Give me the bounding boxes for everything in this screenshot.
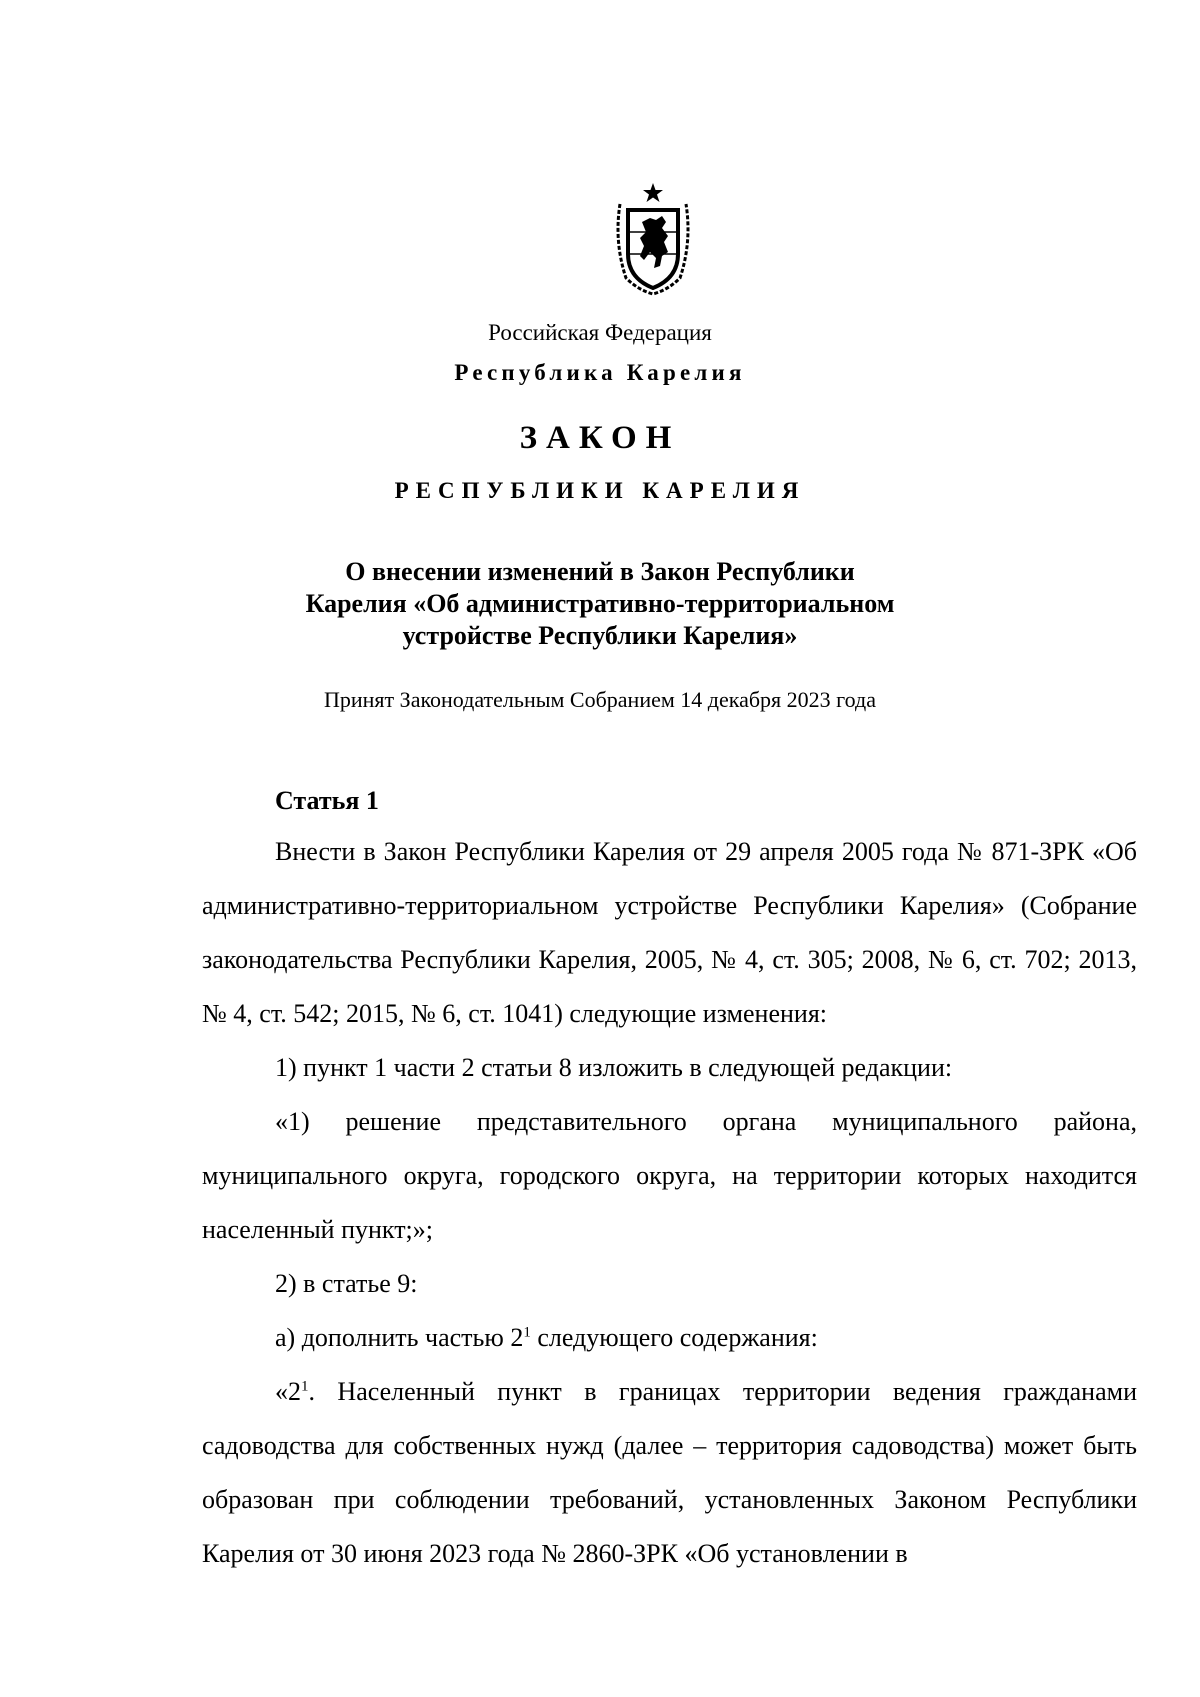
article-paragraph: 2) в статье 9: bbox=[275, 1269, 418, 1298]
paragraph-text: следующего содержания: bbox=[530, 1323, 818, 1352]
adoption-note: Принят Законодательным Собранием 14 декабря 2023 года bbox=[324, 687, 876, 712]
republic-name: Республика Карелия bbox=[454, 360, 746, 385]
document-title-line: устройстве Республики Карелия» bbox=[402, 621, 798, 650]
article-paragraph bbox=[202, 1311, 1137, 1365]
article-paragraph: 1) пункт 1 части 2 статьи 8 изложить в следующей редакции: bbox=[275, 1053, 953, 1082]
superscript: 1 bbox=[523, 1324, 531, 1341]
article-paragraph bbox=[202, 1365, 1137, 1581]
country-name: Российская Федерация bbox=[488, 320, 712, 345]
paragraph-text: а) дополнить частью 2 bbox=[275, 1323, 524, 1352]
law-subtitle: РЕСПУБЛИКИ КАРЕЛИЯ bbox=[394, 478, 806, 503]
superscript: 1 bbox=[301, 1378, 309, 1395]
law-title: ЗАКОН bbox=[519, 420, 681, 456]
article-paragraph: «1) решение представительного органа муниципального района, муниципального округа, городского округа, на территории которых находится населенный пункт;»; bbox=[202, 1107, 1137, 1244]
document-title-line: О внесении изменений в Закон Республики bbox=[345, 557, 855, 586]
article-heading: Статья 1 bbox=[275, 786, 379, 815]
document-title-line: Карелия «Об административно-территориальном bbox=[305, 589, 895, 618]
paragraph-text: «2 bbox=[275, 1377, 301, 1406]
document-title bbox=[0, 556, 1200, 652]
coat-of-arms-icon bbox=[612, 182, 694, 297]
article-paragraph: Внести в Закон Республики Карелия от 29 апреля 2005 года № 871-ЗРК «Об административно-территориальном устройстве Республики Карелия» (Собрание законодательства Республики Карелия, 2005, № 4, ст. 305; 2008, № 6, ст. 702; 2013, № 4, ст. 542; 2015, № 6, ст. 1041) следующие изменения: bbox=[202, 837, 1137, 1028]
article-body bbox=[202, 825, 1137, 1581]
paragraph-text: . Населенный пункт в границах территории ведения гражданами садоводства для собственных нужд (далее – территория садоводства) может быть образован при соблюдении требований, установленных Законом Республики Карелия от 30 июня 2023 года № 2860-ЗРК «Об установлении в bbox=[202, 1377, 1137, 1568]
